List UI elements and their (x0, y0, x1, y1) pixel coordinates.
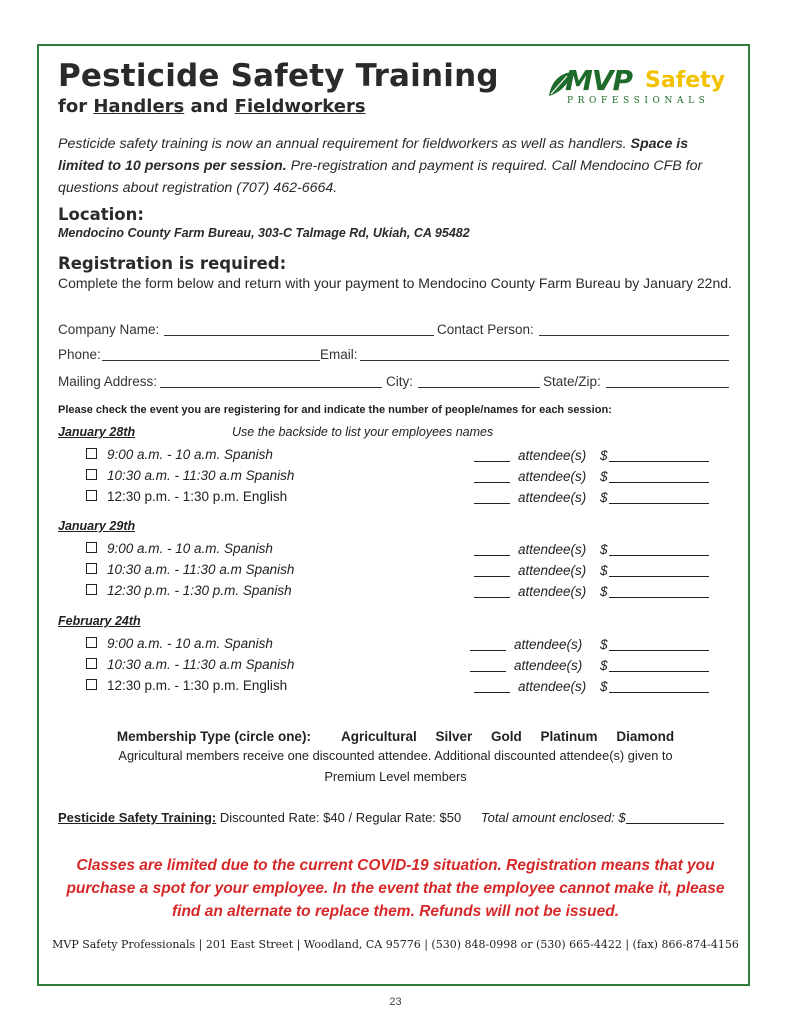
registration-heading: Registration is required: (58, 254, 287, 273)
amount-field[interactable] (609, 555, 709, 556)
logo-tagline: PROFESSIONALS (567, 96, 710, 106)
session-label: 10:30 a.m. - 11:30 a.m Spanish (107, 468, 295, 483)
rates-row (58, 810, 626, 825)
check-instructions: Please check the event you are registering for and indicate the number of people/names for each session: (58, 404, 612, 416)
attendee-count-field[interactable] (474, 503, 510, 504)
email-label: Email: (320, 347, 358, 362)
membership-option-diamond[interactable]: Diamond (616, 729, 675, 744)
location-heading: Location: (58, 205, 144, 224)
session-label: 12:30 p.m. - 1:30 p.m. Spanish (107, 583, 292, 598)
page-title: Pesticide Safety Training (58, 58, 499, 94)
backside-note: Use the backside to list your employees names (232, 425, 494, 439)
attendee-count-field[interactable] (470, 650, 506, 651)
phone-field[interactable] (102, 360, 320, 361)
dollar-sign: $ (600, 679, 608, 694)
checkbox[interactable] (86, 448, 97, 459)
amount-field[interactable] (609, 576, 709, 577)
session-label: 10:30 a.m. - 11:30 a.m Spanish (107, 562, 295, 577)
date-heading: February 24th (58, 614, 141, 628)
checkbox[interactable] (86, 584, 97, 595)
session-item (86, 541, 273, 556)
checkbox[interactable] (86, 563, 97, 574)
attendee-label: attendee(s) (518, 469, 587, 484)
membership-option-platinum[interactable]: Platinum (540, 729, 598, 744)
phone-label: Phone: (58, 347, 101, 362)
logo-safety: Safety (645, 68, 726, 93)
membership-option-silver[interactable]: Silver (435, 729, 473, 744)
registration-text: Complete the form below and return with your payment to Mendocino County Farm Bureau by January 22nd. (58, 275, 732, 291)
membership-type-row (0, 729, 791, 744)
intro-part2: Pre-registration and payment is required. Call Mendocino CFB for questions about registration (707) 462-6664. (58, 158, 703, 196)
session-label: 9:00 a.m. - 10 a.m. Spanish (107, 541, 273, 556)
membership-option-gold[interactable]: Gold (491, 729, 522, 744)
attendee-label: attendee(s) (518, 584, 587, 599)
covid-line3: find an alternate to replace them. Refunds will not be issued. (172, 903, 619, 920)
attendee-label: attendee(s) (518, 679, 587, 694)
attendee-label: attendee(s) (518, 490, 587, 505)
attendee-label: attendee(s) (514, 658, 583, 673)
dollar-sign: $ (600, 563, 608, 578)
amount-field[interactable] (609, 597, 709, 598)
mvp-safety-logo (547, 64, 739, 114)
date-heading: January 28th (58, 425, 136, 439)
subtitle-for: for (58, 96, 88, 117)
attendee-count-field[interactable] (470, 671, 506, 672)
contact-person-field[interactable] (539, 335, 729, 336)
email-field[interactable] (360, 360, 729, 361)
state-zip-label: State/Zip: (543, 374, 601, 389)
company-name-field[interactable] (164, 335, 434, 336)
rates-label: Pesticide Safety Training: (58, 810, 217, 825)
session-item (86, 678, 287, 693)
subtitle-and: and (190, 96, 229, 117)
session-label: 12:30 p.m. - 1:30 p.m. English (107, 489, 288, 504)
attendee-count-field[interactable] (474, 597, 510, 598)
amount-field[interactable] (609, 482, 709, 483)
attendee-count-field[interactable] (474, 692, 510, 693)
company-name-label: Company Name: (58, 322, 160, 337)
page-subtitle (58, 96, 366, 117)
logo-mvp: MVP (565, 64, 633, 97)
footer-contact: MVP Safety Professionals | 201 East Street | Woodland, CA 95776 | (530) 848-0998 or (530) 665-4422 | (fax) 866-874-4156 (52, 938, 739, 951)
subtitle-handlers: Handlers (93, 96, 185, 117)
membership-label: Membership Type (circle one): (116, 729, 311, 744)
dollar-sign: $ (600, 542, 608, 557)
state-zip-field[interactable] (606, 387, 729, 388)
mailing-address-field[interactable] (160, 387, 382, 388)
covid-line1: Classes are limited due to the current COVID-19 situation. Registration means that you (76, 857, 715, 874)
amount-field[interactable] (609, 650, 709, 651)
checkbox[interactable] (86, 658, 97, 669)
attendee-count-field[interactable] (474, 482, 510, 483)
city-label: City: (386, 374, 413, 389)
amount-field[interactable] (609, 503, 709, 504)
dollar-sign: $ (600, 637, 608, 652)
membership-note-line1: Agricultural members receive one discounted attendee. Additional discounted attendee(s) given to (118, 748, 673, 763)
session-item (86, 447, 273, 462)
total-amount-field[interactable] (626, 823, 724, 824)
subtitle-fieldworkers: Fieldworkers (234, 96, 366, 117)
amount-field[interactable] (609, 461, 709, 462)
covid-notice (0, 854, 791, 923)
checkbox[interactable] (86, 679, 97, 690)
membership-note-line2: Premium Level members (324, 769, 467, 784)
contact-person-label: Contact Person: (437, 322, 534, 337)
session-label: 12:30 p.m. - 1:30 p.m. English (107, 678, 288, 693)
session-item (86, 583, 292, 598)
attendee-label: attendee(s) (514, 637, 583, 652)
location-address: Mendocino County Farm Bureau, 303-C Talmage Rd, Ukiah, CA 95482 (58, 226, 470, 240)
session-label: 10:30 a.m. - 11:30 a.m Spanish (107, 657, 295, 672)
city-field[interactable] (418, 387, 540, 388)
session-item (86, 468, 294, 483)
session-item (86, 657, 294, 672)
session-item (86, 489, 287, 504)
session-item (86, 562, 294, 577)
dollar-sign: $ (600, 490, 608, 505)
session-item (86, 636, 273, 651)
session-label: 9:00 a.m. - 10 a.m. Spanish (107, 636, 273, 651)
dollar-sign: $ (600, 584, 608, 599)
intro-bold: Space is limited to 10 persons per session. (58, 136, 689, 174)
dollar-sign: $ (600, 448, 608, 463)
checkbox[interactable] (86, 542, 97, 553)
membership-option-agricultural[interactable]: Agricultural (340, 729, 417, 744)
date-heading: January 29th (58, 519, 136, 533)
dollar-sign: $ (600, 658, 608, 673)
checkbox[interactable] (86, 637, 97, 648)
attendee-count-field[interactable] (474, 555, 510, 556)
attendee-label: attendee(s) (518, 542, 587, 557)
checkbox[interactable] (86, 490, 97, 501)
attendee-label: attendee(s) (518, 563, 587, 578)
session-label: 9:00 a.m. - 10 a.m. Spanish (107, 447, 273, 462)
covid-line2: purchase a spot for your employee. In the event that the employee cannot make it, please (66, 880, 725, 897)
page-number: 23 (389, 996, 402, 1008)
attendee-count-field[interactable] (474, 461, 510, 462)
amount-field[interactable] (609, 671, 709, 672)
intro-part1: Pesticide safety training is now an annual requirement for fieldworkers as well as handlers. (58, 136, 627, 152)
attendee-count-field[interactable] (474, 576, 510, 577)
dollar-sign: $ (600, 469, 608, 484)
mailing-address-label: Mailing Address: (58, 374, 158, 389)
rates-text: Discounted Rate: $40 / Regular Rate: $50 (219, 810, 462, 825)
attendee-label: attendee(s) (518, 448, 587, 463)
total-amount-label: Total amount enclosed: $ (480, 810, 626, 825)
intro-paragraph (58, 133, 730, 199)
amount-field[interactable] (609, 692, 709, 693)
checkbox[interactable] (86, 469, 97, 480)
